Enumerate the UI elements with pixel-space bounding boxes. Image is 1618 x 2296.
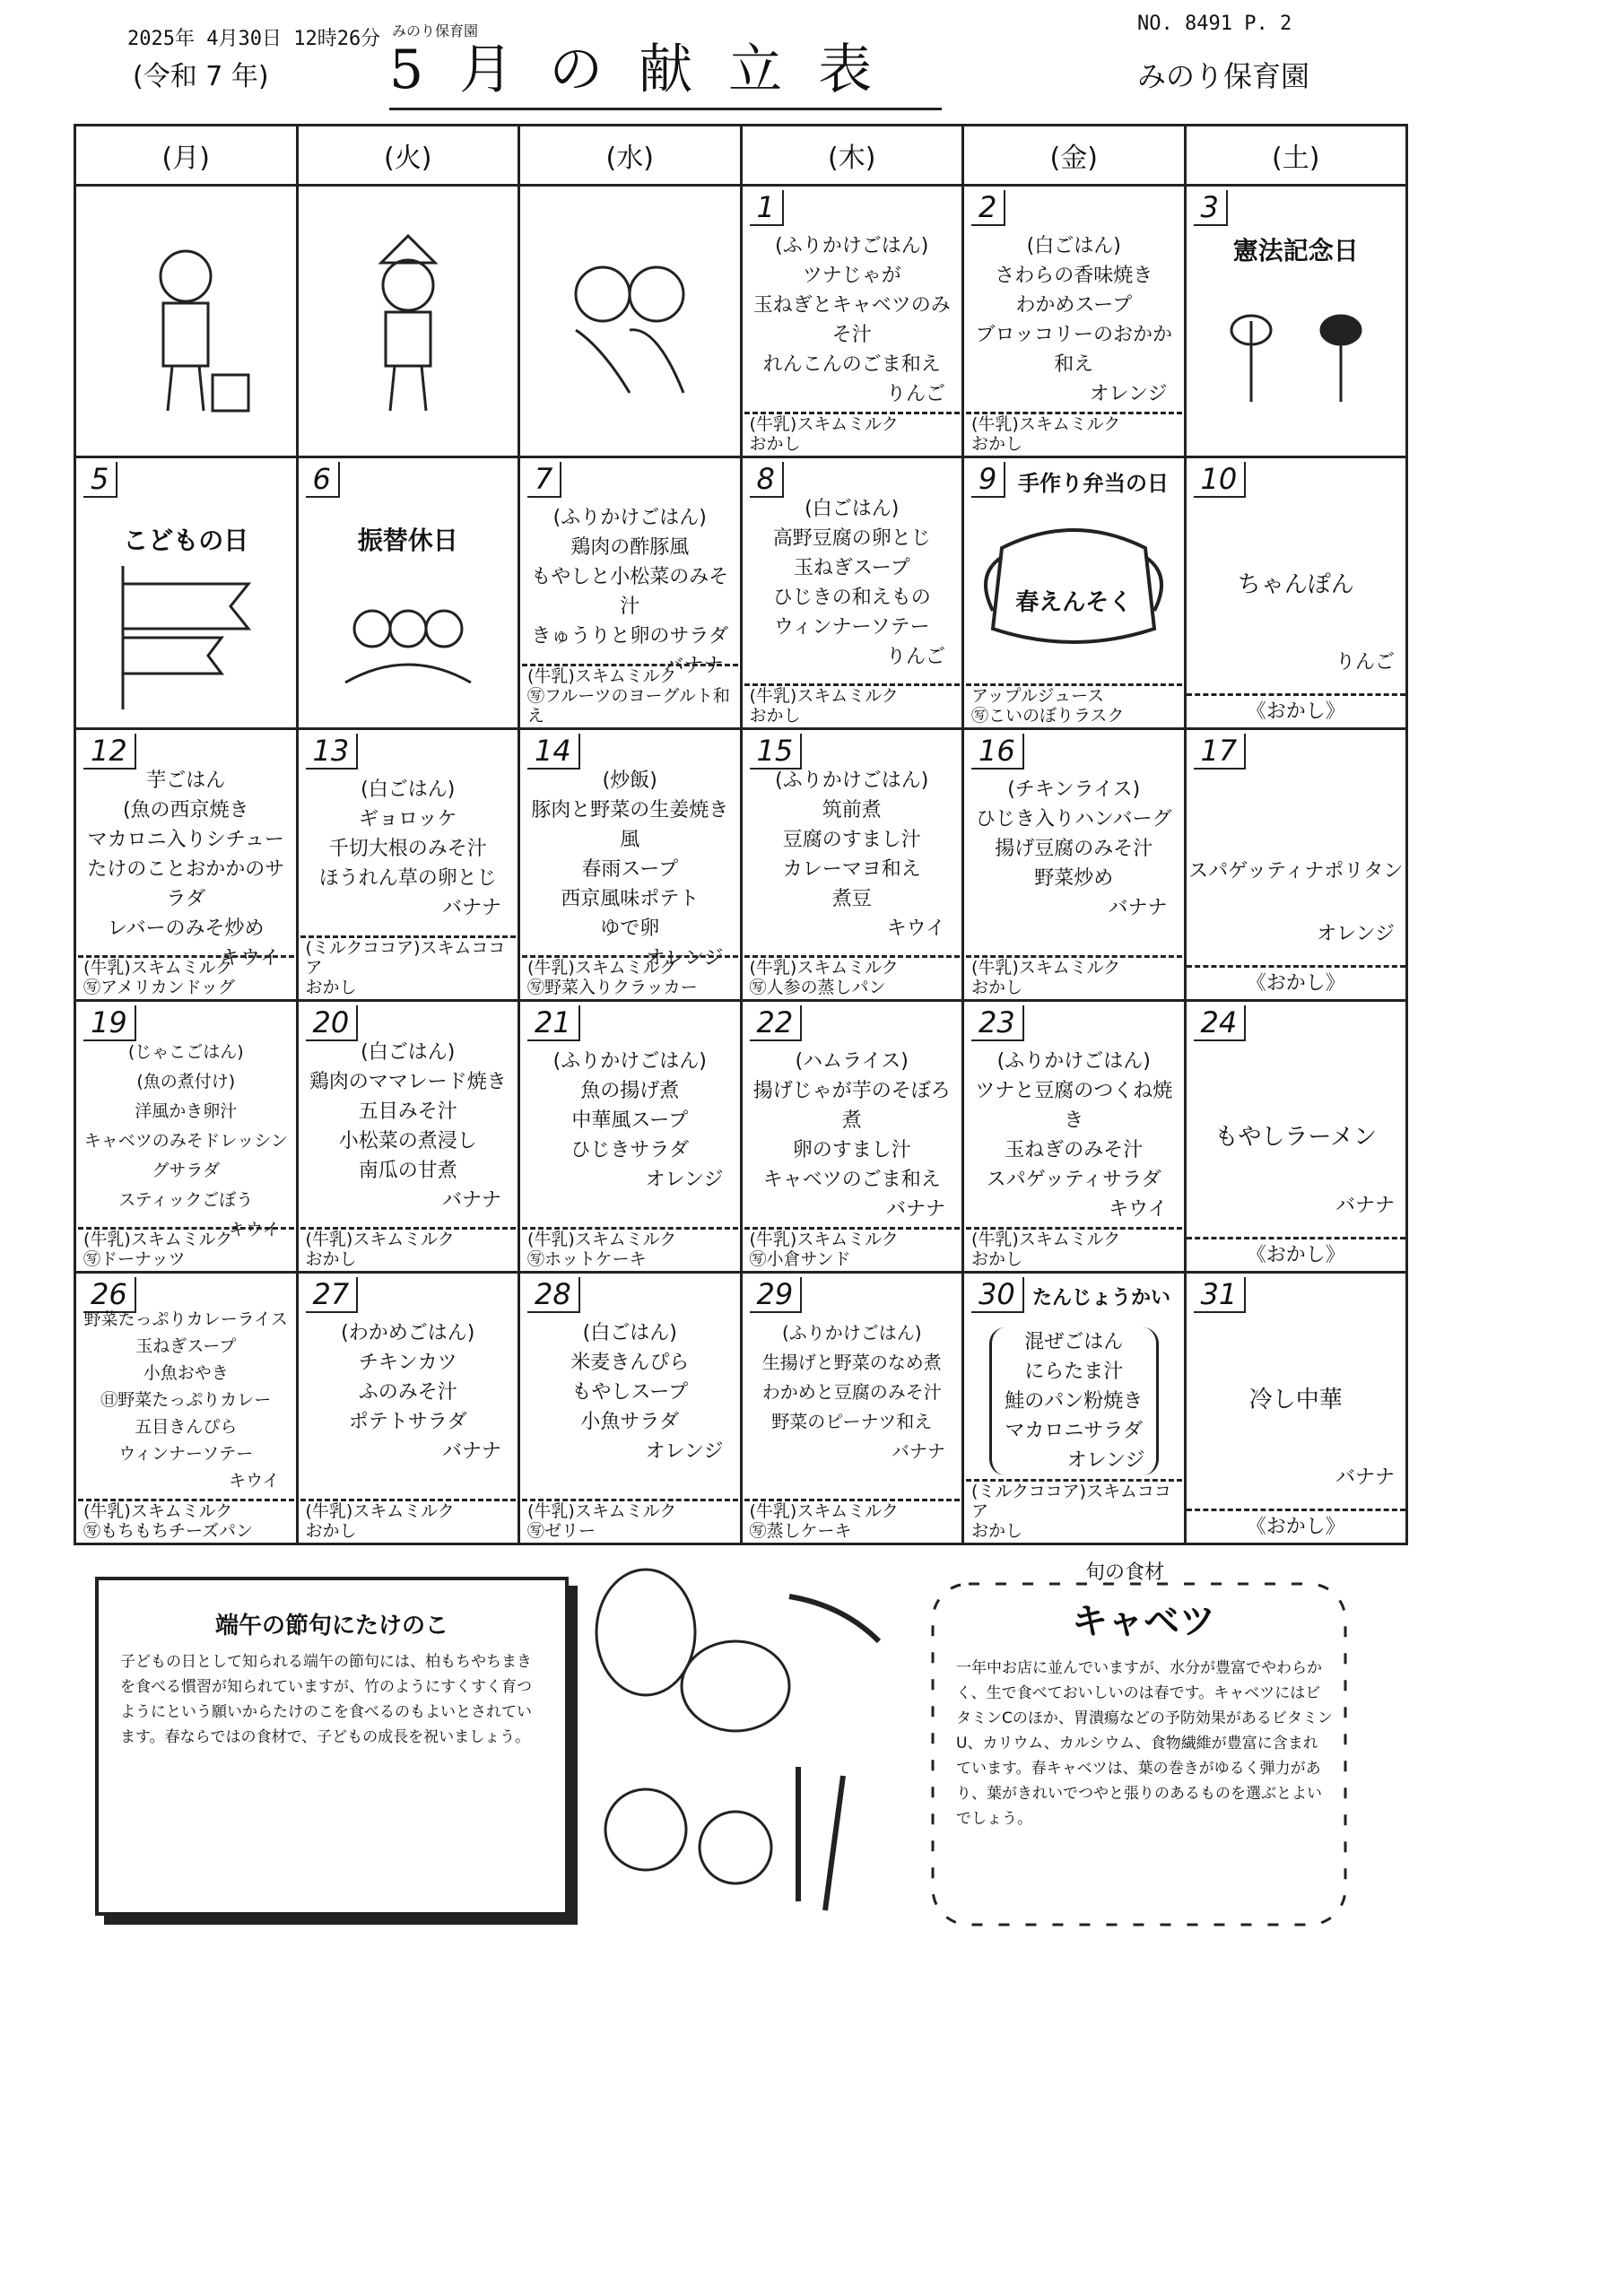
weekday-sat: (土) bbox=[1185, 126, 1407, 186]
day-cell-24 bbox=[1185, 1001, 1407, 1273]
snack-food: おかし bbox=[305, 1521, 357, 1541]
menu-item: 芋ごはん bbox=[146, 770, 226, 792]
fruit-item: キウイ bbox=[1109, 1198, 1168, 1221]
week-row-2 bbox=[75, 457, 1407, 729]
lunch-menu bbox=[970, 1047, 1179, 1224]
fruit-item: バナナ bbox=[1108, 897, 1168, 919]
lunch-menu bbox=[304, 1038, 513, 1215]
menu-item: 豆腐のすまし汁 bbox=[782, 829, 921, 851]
snack-food: ㊢野菜入りクラッカー bbox=[527, 978, 698, 997]
info-box-text: 子どもの日として知られる端午の節句には、柏もちやちまきを食べる慣習が知られていますが、竹のようにすくすく育つようにという願いからたけのこを食べるのもよいとされています。春ならではの食材で、子どもの成長を祝いましょう。 bbox=[120, 1653, 532, 1746]
koinobori-illustration bbox=[105, 566, 266, 709]
holiday-label: 憲法記念日 bbox=[1232, 236, 1359, 265]
saturday-snack: 《おかし》 bbox=[1187, 965, 1406, 996]
menu-item: 千切大根のみそ汁 bbox=[328, 838, 487, 860]
menu-item: マカロニ入りシチュー bbox=[87, 829, 284, 851]
fruit-item: りんご bbox=[885, 646, 945, 668]
day-number: 3 bbox=[1194, 190, 1228, 226]
snack-section bbox=[744, 1227, 961, 1269]
menu-item: ギョロッケ bbox=[358, 808, 457, 831]
menu-item: 揚げ豆腐のみそ汁 bbox=[995, 838, 1153, 860]
menu-item: マカロニサラダ bbox=[1005, 1420, 1144, 1442]
snack-drink: (牛乳)スキムミルク bbox=[83, 1501, 233, 1521]
saturday-dish: スパゲッティナポリタン bbox=[1188, 860, 1404, 883]
day-number: 26 bbox=[83, 1277, 136, 1313]
fruit-item: オレンジ bbox=[645, 1440, 724, 1463]
day-number: 13 bbox=[306, 734, 359, 770]
snack-food: おかし bbox=[971, 978, 1023, 997]
day-cell-13 bbox=[297, 729, 519, 1001]
snack-drink: (牛乳)スキムミルク bbox=[305, 1501, 455, 1521]
day-number: 1 bbox=[750, 190, 784, 226]
fruit-item: キウイ bbox=[229, 1471, 280, 1491]
menu-item: 西京風味ポテト bbox=[561, 888, 700, 910]
day-number: 5 bbox=[83, 462, 117, 498]
menu-item: (白ごはん) bbox=[361, 1041, 456, 1064]
lunch-menu bbox=[526, 1047, 735, 1195]
menu-item: 南瓜の甘煮 bbox=[358, 1160, 457, 1182]
menu-item: レバーのみそ炒め bbox=[108, 918, 265, 940]
day-cell-20 bbox=[297, 1001, 519, 1273]
era-label: (令和 7 年) bbox=[133, 61, 269, 92]
menu-item: (ふりかけごはん) bbox=[775, 235, 929, 257]
menu-item: (ハムライス) bbox=[795, 1050, 909, 1073]
weekday-tue: (火) bbox=[297, 126, 519, 186]
day-cell-illustration bbox=[75, 186, 298, 457]
day-cell-9 bbox=[963, 457, 1186, 729]
snack-drink: (ミルクココア)スキムココア bbox=[305, 938, 506, 978]
snack-drink: (牛乳)スキムミルク bbox=[749, 686, 899, 706]
snack-section bbox=[966, 1227, 1182, 1269]
fruit-item: りんご bbox=[1335, 651, 1395, 674]
day-number: 10 bbox=[1194, 462, 1247, 498]
snack-section bbox=[744, 955, 961, 997]
day-cell-23 bbox=[963, 1001, 1186, 1273]
weekday-wed: (水) bbox=[519, 126, 742, 186]
snack-drink: (牛乳)スキムミルク bbox=[527, 666, 677, 686]
day-cell-31 bbox=[1185, 1273, 1407, 1544]
snack-section bbox=[522, 1499, 738, 1541]
snack-food: おかし bbox=[971, 434, 1023, 454]
fruit-item: オレンジ bbox=[1317, 923, 1395, 945]
fruit-item: バナナ bbox=[441, 1440, 501, 1463]
fruit-item: オレンジ bbox=[1066, 1449, 1145, 1472]
day-cell-12 bbox=[75, 729, 298, 1001]
menu-item: (白ごはん) bbox=[361, 778, 456, 801]
menu-item: 鶏肉のママレード焼き bbox=[309, 1071, 507, 1093]
menu-item: 玉ねぎスープ bbox=[793, 557, 910, 579]
day-number: 12 bbox=[83, 734, 136, 770]
fruit-item: バナナ bbox=[441, 897, 501, 919]
fruit-item: バナナ bbox=[664, 655, 724, 677]
menu-item: 五目きんぴら bbox=[135, 1417, 238, 1437]
lunch-menu bbox=[304, 1318, 513, 1466]
lunch-menu bbox=[748, 494, 957, 672]
menu-item: キャベツのみそドレッシングサラダ bbox=[83, 1131, 288, 1180]
day-number: 23 bbox=[971, 1005, 1024, 1041]
iris-flower-illustration bbox=[1206, 303, 1386, 402]
day-cell-26 bbox=[75, 1273, 298, 1544]
day-cell-29 bbox=[741, 1273, 963, 1544]
menu-item: 豚肉と野菜の生姜焼き風 bbox=[531, 799, 729, 851]
snack-food: ㊢ドーナッツ bbox=[83, 1249, 186, 1269]
menu-item: 五目みそ汁 bbox=[358, 1100, 457, 1123]
day-number: 15 bbox=[750, 734, 803, 770]
fruit-item: キウイ bbox=[229, 1220, 280, 1239]
snack-section bbox=[300, 935, 517, 997]
menu-item: (魚の煮付け) bbox=[136, 1072, 236, 1091]
menu-item: 米麦きんぴら bbox=[570, 1352, 690, 1374]
snack-section bbox=[744, 1499, 961, 1541]
menu-item: きゅうりと卵のサラダ bbox=[531, 625, 729, 648]
snack-food: ㊢蒸しケーキ bbox=[749, 1521, 852, 1541]
weekday-mon: (月) bbox=[75, 126, 298, 186]
snack-section bbox=[78, 1227, 294, 1269]
day-cell-16 bbox=[963, 729, 1186, 1001]
lunch-menu bbox=[304, 775, 513, 923]
menu-item: ウィンナーソテー bbox=[118, 1444, 254, 1464]
menu-item: (ふりかけごはん) bbox=[552, 1050, 707, 1073]
day-number: 30 bbox=[971, 1277, 1024, 1313]
menu-item: 小魚おやき bbox=[143, 1363, 229, 1383]
menu-item: 小松菜の煮浸し bbox=[338, 1130, 477, 1152]
menu-item: わかめスープ bbox=[1015, 294, 1133, 317]
snack-food: ㊢アメリカンドッグ bbox=[83, 978, 235, 997]
menu-item: 玉ねぎのみそ汁 bbox=[1005, 1139, 1144, 1161]
lunch-menu bbox=[82, 766, 291, 973]
menu-item: ㊐野菜たっぷりカレー bbox=[100, 1390, 272, 1410]
snack-drink: (牛乳)スキムミルク bbox=[527, 1230, 677, 1249]
menu-item: カレーマヨ和え bbox=[782, 858, 921, 881]
day-number: 6 bbox=[306, 462, 340, 498]
snack-section bbox=[522, 1227, 738, 1269]
holiday-label: こどもの日 bbox=[123, 526, 249, 555]
menu-item: 魚の揚げ煮 bbox=[580, 1080, 680, 1102]
snack-drink: (牛乳)スキムミルク bbox=[971, 414, 1121, 434]
menu-item: 中華風スープ bbox=[571, 1109, 689, 1132]
fruit-item: バナナ bbox=[1335, 1195, 1395, 1217]
fruit-item: オレンジ bbox=[645, 947, 724, 970]
snack-section bbox=[522, 664, 738, 726]
week-row-1 bbox=[75, 186, 1407, 457]
day-number: 17 bbox=[1194, 734, 1247, 770]
menu-item: 鮭のパン粉焼き bbox=[1005, 1390, 1144, 1413]
day-number: 8 bbox=[750, 462, 784, 498]
snack-food: ㊢こいのぼりラスク bbox=[971, 706, 1125, 726]
doc-number: NO. 8491 P. 2 bbox=[1137, 13, 1292, 35]
school-name: みのり保育園 bbox=[1137, 59, 1310, 93]
snack-food: おかし bbox=[749, 706, 801, 726]
menu-item: ツナと豆腐のつくね焼き bbox=[975, 1080, 1173, 1132]
menu-item: もやしスープ bbox=[571, 1381, 689, 1404]
day-cell-illustration bbox=[519, 186, 742, 457]
day-number: 29 bbox=[750, 1277, 803, 1313]
day-cell-27 bbox=[297, 1273, 519, 1544]
menu-item: (じゃこごはん) bbox=[127, 1042, 244, 1062]
menu-item: (白ごはん) bbox=[1026, 235, 1121, 257]
menu-item: 小魚サラダ bbox=[580, 1411, 680, 1433]
day-cell-2 bbox=[963, 186, 1186, 457]
week-row-5 bbox=[75, 1273, 1407, 1544]
snack-drink: (牛乳)スキムミルク bbox=[527, 1501, 677, 1521]
lunch-menu bbox=[989, 1327, 1159, 1475]
menu-item: 煮豆 bbox=[831, 888, 872, 910]
seasonal-food-box bbox=[915, 1557, 1363, 1952]
day-number: 27 bbox=[306, 1277, 359, 1313]
menu-item: 混ぜごはん bbox=[1024, 1331, 1124, 1353]
lunch-menu bbox=[748, 1318, 957, 1466]
snack-food: ㊢フルーツのヨーグルト和え bbox=[527, 686, 730, 726]
menu-item: (ふりかけごはん) bbox=[775, 770, 929, 792]
menu-item: (ふりかけごはん) bbox=[996, 1050, 1151, 1073]
menu-item: (ふりかけごはん) bbox=[781, 1322, 922, 1344]
menu-item: (白ごはん) bbox=[805, 498, 900, 520]
week-row-4 bbox=[75, 1001, 1407, 1273]
menu-item: 洋風かき卵汁 bbox=[135, 1101, 238, 1121]
saturday-dish: ちゃんぽん bbox=[1237, 571, 1354, 598]
fruit-item: キウイ bbox=[221, 947, 280, 970]
saturday-dish: 冷し中華 bbox=[1248, 1387, 1343, 1413]
day-cell-illustration bbox=[297, 186, 519, 457]
snack-drink: (牛乳)スキムミルク bbox=[749, 958, 899, 978]
weekday-header-row bbox=[75, 126, 1407, 186]
day-cell-10 bbox=[1185, 457, 1407, 729]
day-cell-6 bbox=[297, 457, 519, 729]
menu-item: 高野豆腐の卵とじ bbox=[772, 527, 931, 550]
snack-drink: (牛乳)スキムミルク bbox=[305, 1230, 455, 1249]
day-cell-28 bbox=[519, 1273, 742, 1544]
menu-item: 野菜炒め bbox=[1034, 867, 1114, 890]
child-kabuto-illustration bbox=[336, 231, 480, 420]
child-carp-illustration bbox=[114, 240, 257, 420]
menu-item: 野菜たっぷりカレーライス bbox=[83, 1309, 288, 1329]
menu-item: ひじき入りハンバーグ bbox=[976, 808, 1172, 831]
snack-food: ㊢小倉サンド bbox=[749, 1249, 851, 1269]
menu-item: (チキンライス) bbox=[1007, 778, 1141, 801]
fruit-item: バナナ bbox=[885, 1198, 945, 1221]
snack-section bbox=[966, 1479, 1182, 1541]
snack-drink: (牛乳)スキムミルク bbox=[749, 1501, 899, 1521]
snack-drink: (牛乳)スキムミルク bbox=[83, 958, 233, 978]
snack-section bbox=[300, 1499, 517, 1541]
snack-food: おかし bbox=[305, 1249, 357, 1269]
day-number: 21 bbox=[527, 1005, 580, 1041]
week-row-3 bbox=[75, 729, 1407, 1001]
snack-drink: (牛乳)スキムミルク bbox=[749, 1230, 899, 1249]
header-school-small: みのり保育園 bbox=[392, 22, 479, 39]
lunch-menu bbox=[748, 1047, 957, 1224]
snack-drink: (牛乳)スキムミルク bbox=[971, 958, 1121, 978]
lunch-menu bbox=[526, 766, 735, 973]
saturday-snack: 《おかし》 bbox=[1187, 1237, 1406, 1267]
menu-item: にらたま汁 bbox=[1024, 1361, 1124, 1383]
fruit-item: オレンジ bbox=[1089, 383, 1168, 405]
snack-section bbox=[744, 412, 961, 454]
day-cell-17 bbox=[1185, 729, 1407, 1001]
birthday-party-label: たんじょうかい bbox=[1032, 1287, 1171, 1309]
menu-item: ポテトサラダ bbox=[348, 1411, 467, 1433]
snack-food: ㊢ゼリー bbox=[527, 1521, 596, 1541]
menu-item: 筑前煮 bbox=[822, 799, 882, 822]
snack-section bbox=[744, 683, 961, 726]
menu-item: れんこんのごま和え bbox=[762, 353, 941, 376]
menu-item: ウィンナーソテー bbox=[773, 616, 930, 639]
day-number: 31 bbox=[1194, 1277, 1247, 1313]
snack-section bbox=[78, 1499, 294, 1541]
lunch-menu bbox=[82, 1038, 291, 1245]
print-stamp: 2025年 4月30日 12時26分 bbox=[127, 28, 381, 50]
menu-item: ほうれん草の卵とじ bbox=[318, 867, 497, 890]
day-number: 2 bbox=[971, 190, 1005, 226]
page-title: 5月の献立表 bbox=[389, 27, 942, 110]
fruit-item: キウイ bbox=[886, 918, 945, 940]
saturday-dish: もやしラーメン bbox=[1214, 1124, 1378, 1151]
day-number: 9 bbox=[971, 462, 1005, 498]
menu-item: ひじきサラダ bbox=[570, 1139, 690, 1161]
day-number: 20 bbox=[306, 1005, 359, 1041]
day-cell-22 bbox=[741, 1001, 963, 1273]
menu-item: 卵のすまし汁 bbox=[792, 1139, 911, 1161]
day-cell-8 bbox=[741, 457, 963, 729]
fruit-item: りんご bbox=[885, 383, 945, 405]
bamboo-shoot-info-box bbox=[95, 1577, 569, 1916]
day-cell-3 bbox=[1185, 186, 1407, 457]
menu-item: (ふりかけごはん) bbox=[552, 507, 707, 529]
lunch-menu bbox=[526, 503, 735, 681]
day-number: 14 bbox=[527, 734, 580, 770]
menu-item: スティックごぼう bbox=[118, 1190, 254, 1210]
menu-item: (炒飯) bbox=[602, 770, 657, 792]
day-cell-14 bbox=[519, 729, 742, 1001]
day-cell-19 bbox=[75, 1001, 298, 1273]
day-number: 19 bbox=[83, 1005, 136, 1041]
fruit-item: バナナ bbox=[441, 1189, 501, 1212]
day-cell-15 bbox=[741, 729, 963, 1001]
snack-section bbox=[300, 1227, 517, 1269]
snack-drink: (牛乳)スキムミルク bbox=[527, 958, 677, 978]
snack-food: ㊢ホットケーキ bbox=[527, 1249, 647, 1269]
menu-item: ふのみそ汁 bbox=[358, 1381, 457, 1404]
menu-item: (わかめごはん) bbox=[341, 1322, 475, 1344]
menu-item: 春雨スープ bbox=[581, 858, 679, 881]
lunch-menu bbox=[748, 231, 957, 409]
lunch-menu bbox=[748, 766, 957, 944]
snack-section bbox=[78, 955, 294, 997]
day-number: 28 bbox=[527, 1277, 580, 1313]
day-cell-1 bbox=[741, 186, 963, 457]
menu-item: もやしと小松菜のみそ汁 bbox=[531, 566, 729, 618]
children-illustration bbox=[336, 593, 480, 691]
day-cell-7 bbox=[519, 457, 742, 729]
lunch-menu bbox=[970, 231, 1179, 409]
seasonal-title: キャベツ bbox=[1072, 1601, 1215, 1642]
snack-section bbox=[966, 683, 1182, 726]
menu-item: たけのことおかかのサラダ bbox=[87, 858, 285, 910]
snack-food: ㊢もちもちチーズパン bbox=[83, 1521, 254, 1541]
day-cell-5 bbox=[75, 457, 298, 729]
menu-item: ツナじゃが bbox=[802, 265, 901, 287]
snack-food: おかし bbox=[971, 1249, 1023, 1269]
lunch-menu bbox=[970, 775, 1179, 923]
saturday-snack: 《おかし》 bbox=[1187, 1509, 1406, 1539]
day-cell-21 bbox=[519, 1001, 742, 1273]
event-label: 手作り弁当の日 bbox=[1018, 471, 1169, 496]
snack-section bbox=[522, 955, 738, 997]
menu-item: 玉ねぎとキャベツのみそ汁 bbox=[752, 294, 951, 346]
menu-item: 揚げじゃが芋のそぼろ煮 bbox=[752, 1080, 951, 1132]
fruit-item: バナナ bbox=[892, 1440, 945, 1462]
seasonal-label: 旬の食材 bbox=[1085, 1561, 1165, 1584]
snack-drink: (牛乳)スキムミルク bbox=[971, 1230, 1121, 1249]
day-cell-30 bbox=[963, 1273, 1186, 1544]
day-number: 7 bbox=[527, 462, 561, 498]
seasonal-text: 一年中お店に並んでいますが、水分が豊富でやわらかく、生で食べておいしいのは春です。キャベツにはビタミンCのほか、胃潰瘍などの予防効果があるビタミンU、カリウム、カルシウム、食物繊維が豊富に含まれています。春キャベツは、葉の巻きがゆるく弾力があり、葉がきれいでつやと張りのあるものを選ぶとよいでしょう。 bbox=[956, 1659, 1333, 1828]
info-box-title: 端午の節句にたけのこ bbox=[214, 1613, 448, 1639]
snack-section bbox=[966, 412, 1182, 454]
weekday-thu: (木) bbox=[741, 126, 963, 186]
vegetables-illustration bbox=[574, 1561, 915, 1937]
menu-item: 野菜のピーナツ和え bbox=[771, 1411, 933, 1432]
parent-child-illustration bbox=[549, 240, 710, 402]
snack-section bbox=[966, 955, 1182, 997]
menu-item: キャベツのごま和え bbox=[762, 1169, 941, 1191]
saturday-snack: 《おかし》 bbox=[1187, 693, 1406, 724]
snack-drink: アップルジュース bbox=[971, 686, 1105, 706]
snack-food: おかし bbox=[305, 978, 357, 997]
menu-item: (白ごはん) bbox=[582, 1322, 677, 1344]
lunch-menu bbox=[526, 1318, 735, 1466]
day-number: 22 bbox=[750, 1005, 803, 1041]
holiday-label: 振替休日 bbox=[357, 526, 458, 555]
menu-item: スパゲッティサラダ bbox=[986, 1169, 1161, 1191]
lunch-menu bbox=[82, 1306, 291, 1494]
snack-food: おかし bbox=[971, 1521, 1023, 1541]
weekday-fri: (金) bbox=[963, 126, 1186, 186]
day-number: 24 bbox=[1194, 1005, 1247, 1041]
menu-item: (魚の西京焼き bbox=[122, 799, 249, 822]
menu-item: さわらの香味焼き bbox=[995, 265, 1153, 287]
snack-drink: (牛乳)スキムミルク bbox=[83, 1230, 233, 1249]
excursion-label: 春えんそく bbox=[1015, 589, 1133, 616]
menu-item: 鶏肉の酢豚風 bbox=[570, 536, 690, 559]
menu-item: 生揚げと野菜のなめ煮 bbox=[761, 1352, 942, 1373]
menu-item: チキンカツ bbox=[358, 1352, 457, 1374]
snack-food: おかし bbox=[749, 434, 801, 454]
day-number: 16 bbox=[971, 734, 1024, 770]
snack-food: ㊢人参の蒸しパン bbox=[749, 978, 886, 997]
menu-item: 玉ねぎスープ bbox=[135, 1336, 237, 1356]
snack-drink: (ミルクココア)スキムココア bbox=[971, 1482, 1171, 1521]
snack-drink: (牛乳)スキムミルク bbox=[749, 414, 899, 434]
fruit-item: オレンジ bbox=[645, 1169, 724, 1191]
menu-item: ブロッコリーのおかか和え bbox=[975, 324, 1173, 376]
menu-calendar bbox=[74, 124, 1408, 1545]
fruit-item: バナナ bbox=[1335, 1466, 1395, 1489]
menu-item: ゆで卵 bbox=[600, 918, 660, 940]
menu-item: わかめと豆腐のみそ汁 bbox=[761, 1381, 942, 1403]
menu-item: ひじきの和えもの bbox=[772, 587, 931, 609]
